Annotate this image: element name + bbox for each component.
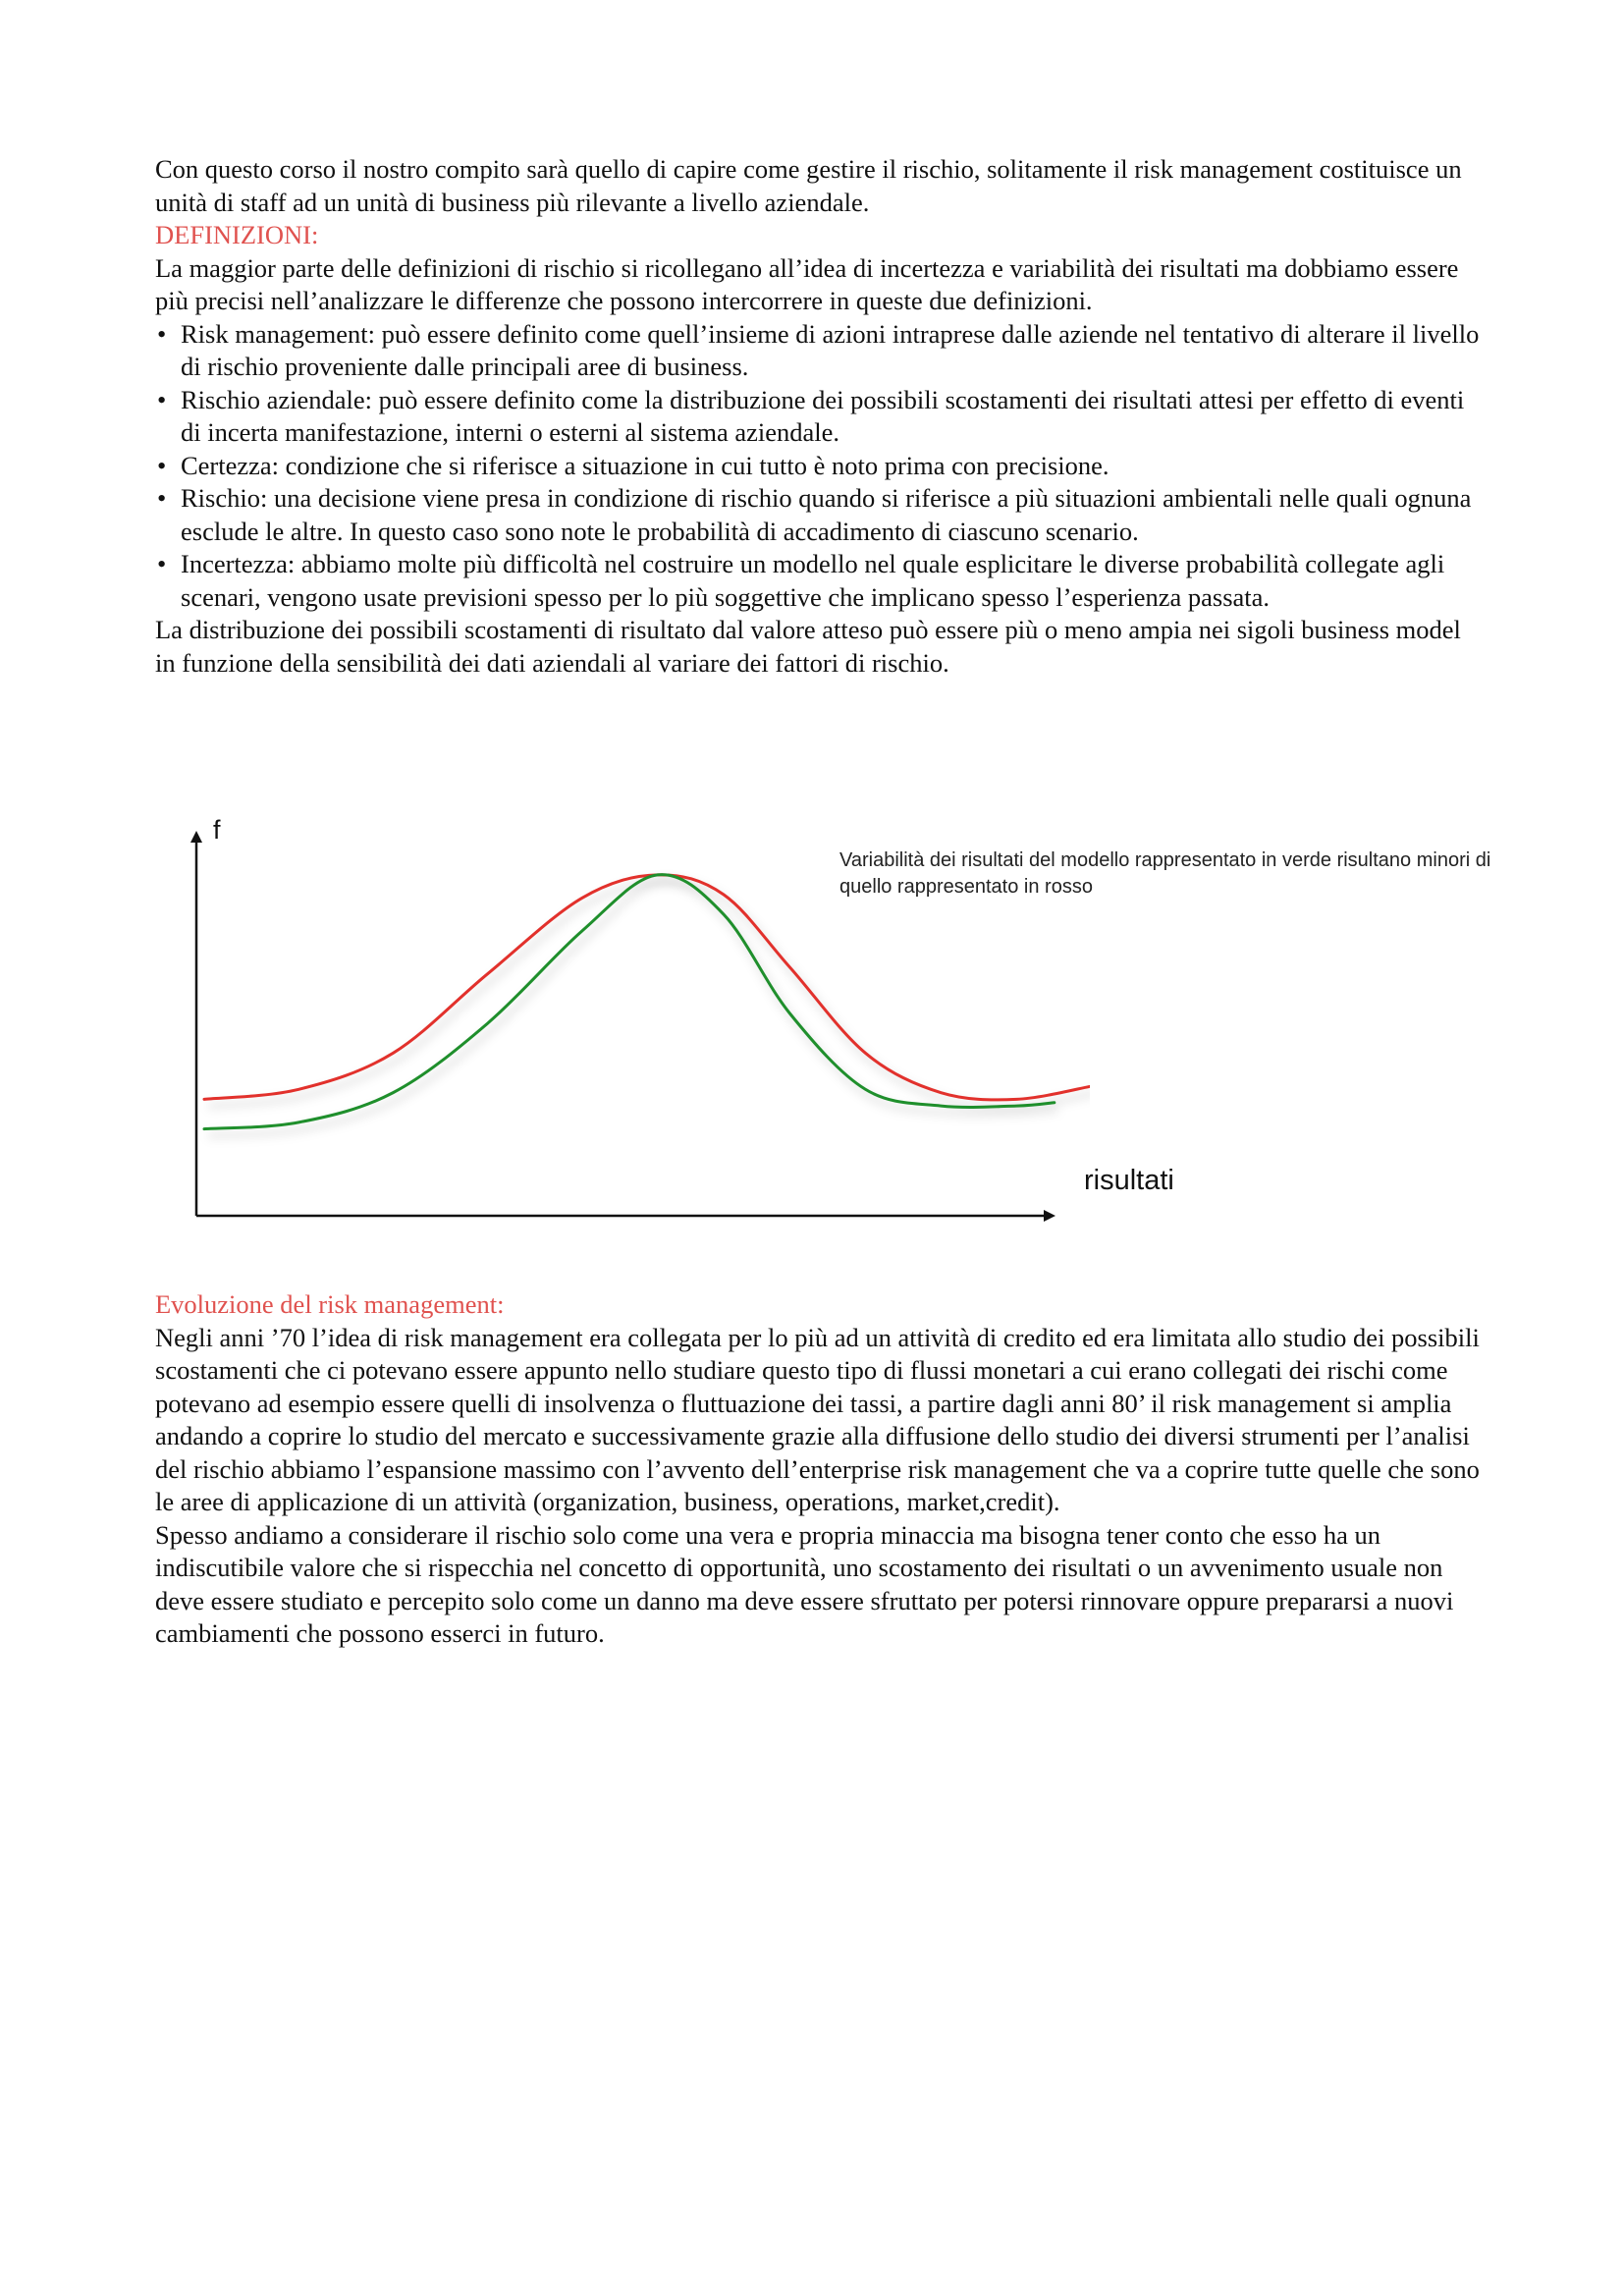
definitions-list <box>155 318 1481 615</box>
definizioni-heading <box>155 219 1481 252</box>
list-item <box>155 548 1481 614</box>
intro-paragraph: Con questo corso il nostro compito sarà quello di capire come gestire il rischio, solitamente il risk management costituisce un unità di staff ad un unità di business più rilevante a livello aziendale. <box>155 154 1462 217</box>
definizioni-intro: La maggior parte delle definizioni di rischio si ricollegano all’idea di incertezza e variabilità dei risultati ma dobbiamo essere più precisi nell’analizzare le differenze che possono intercorrere in queste due definizioni. <box>155 252 1459 315</box>
bullet-icon: • <box>157 450 167 480</box>
definizioni-heading-colon: : <box>310 220 319 249</box>
list-item <box>155 318 1481 384</box>
series-line-rosso <box>204 875 1090 1100</box>
definizioni-heading-text: DEFINIZIONI <box>155 220 311 249</box>
evoluzione-section <box>155 1288 1481 1651</box>
bullet-icon: • <box>157 483 167 513</box>
evoluzione-heading: Evoluzione del risk management: <box>155 1289 505 1319</box>
list-item <box>155 482 1481 548</box>
series-shadow-rosso <box>208 882 1090 1107</box>
evoluzione-paragraph-1: Negli anni ’70 l’idea di risk management era collegata per lo più ad un attività di credito ed era limitata allo studio dei possibili scostamenti che ci potevano essere appunto nello studiare questo tipo di flussi monetari a cui erano collegati dei rischi come potevano ad esempio essere quelli di insolvenza o fluttuazione dei tassi, a partire dagli anni 80’ il risk management si amplia andando a coprire lo studio del mercato e successivamente grazie alla diffusione dello studio dei diversi strumenti per l’analisi del rischio abbiamo l’espansione massimo con l’avvento dell’enterprise risk management che va a coprire tutte quelle che sono le aree di applicazione di un attività (organization, business, operations, market,credit). <box>155 1322 1480 1516</box>
series-layer <box>204 875 1090 1129</box>
bullet-icon: • <box>157 318 167 349</box>
bullet-icon: • <box>157 549 167 578</box>
x-axis-arrow-icon <box>1044 1210 1055 1222</box>
document-top <box>155 153 1481 680</box>
y-axis-label: f <box>213 815 221 845</box>
bullet-icon: • <box>157 384 167 414</box>
list-item <box>155 384 1481 450</box>
list-item-text: Risk management: può essere definito come quell’insieme di azioni intraprese dalle aziende nel tentativo di alterare il livello di rischio proveniente dalle principali aree di business. <box>181 318 1480 381</box>
list-item-text: Rischio aziendale: può essere definito come la distribuzione dei possibili scostamenti dei risultati attesi per effetto di eventi di incerta manifestazione, interni o esterni al sistema aziendale. <box>181 384 1465 447</box>
list-item <box>155 450 1481 483</box>
chart-annotation: Variabilità dei risultati del modello rappresentato in verde risultano minori di quello rappresentato in rosso <box>839 849 1491 898</box>
evoluzione-paragraph-2: Spesso andiamo a considerare il rischio solo come una vera e propria minaccia ma bisogna tener conto che esso ha un indiscutibile valore che si rispecchia nel concetto di opportunità, uno scostamento dei risultati o un avvenimento usuale non deve essere studiato e percepito solo come un danno ma deve essere sfruttato per potersi rinnovare oppure prepararsi a nuovi cambiamenti che possono esserci in futuro. <box>155 1519 1454 1648</box>
list-item-text: Certezza: condizione che si riferisce a situazione in cui tutto è noto prima con precisione. <box>181 450 1109 480</box>
list-item-text: Rischio: una decisione viene presa in condizione di rischio quando si riferisce a più situazioni ambientali nelle quali ognuna esclude le altre. In questo caso sono note le probabilità di accadimento di ciascuno scenario. <box>181 483 1472 546</box>
y-axis-arrow-icon <box>190 831 202 843</box>
definizioni-closing: La distribuzione dei possibili scostamenti di risultato dal valore atteso può essere più o meno ampia nei sigoli business model in funzione della sensibilità dei dati aziendali al variare dei fattori di rischio. <box>155 615 1461 678</box>
list-item-text: Incertezza: abbiamo molte più difficoltà nel costruire un modello nel quale esplicitare le diverse probabilità collegate agli scenari, vengono usate previsioni spesso per lo più soggettive che implicano spesso l’esperienza passata. <box>181 549 1445 612</box>
x-axis-label: risultati <box>1084 1165 1174 1196</box>
distribution-chart <box>147 815 1502 1237</box>
